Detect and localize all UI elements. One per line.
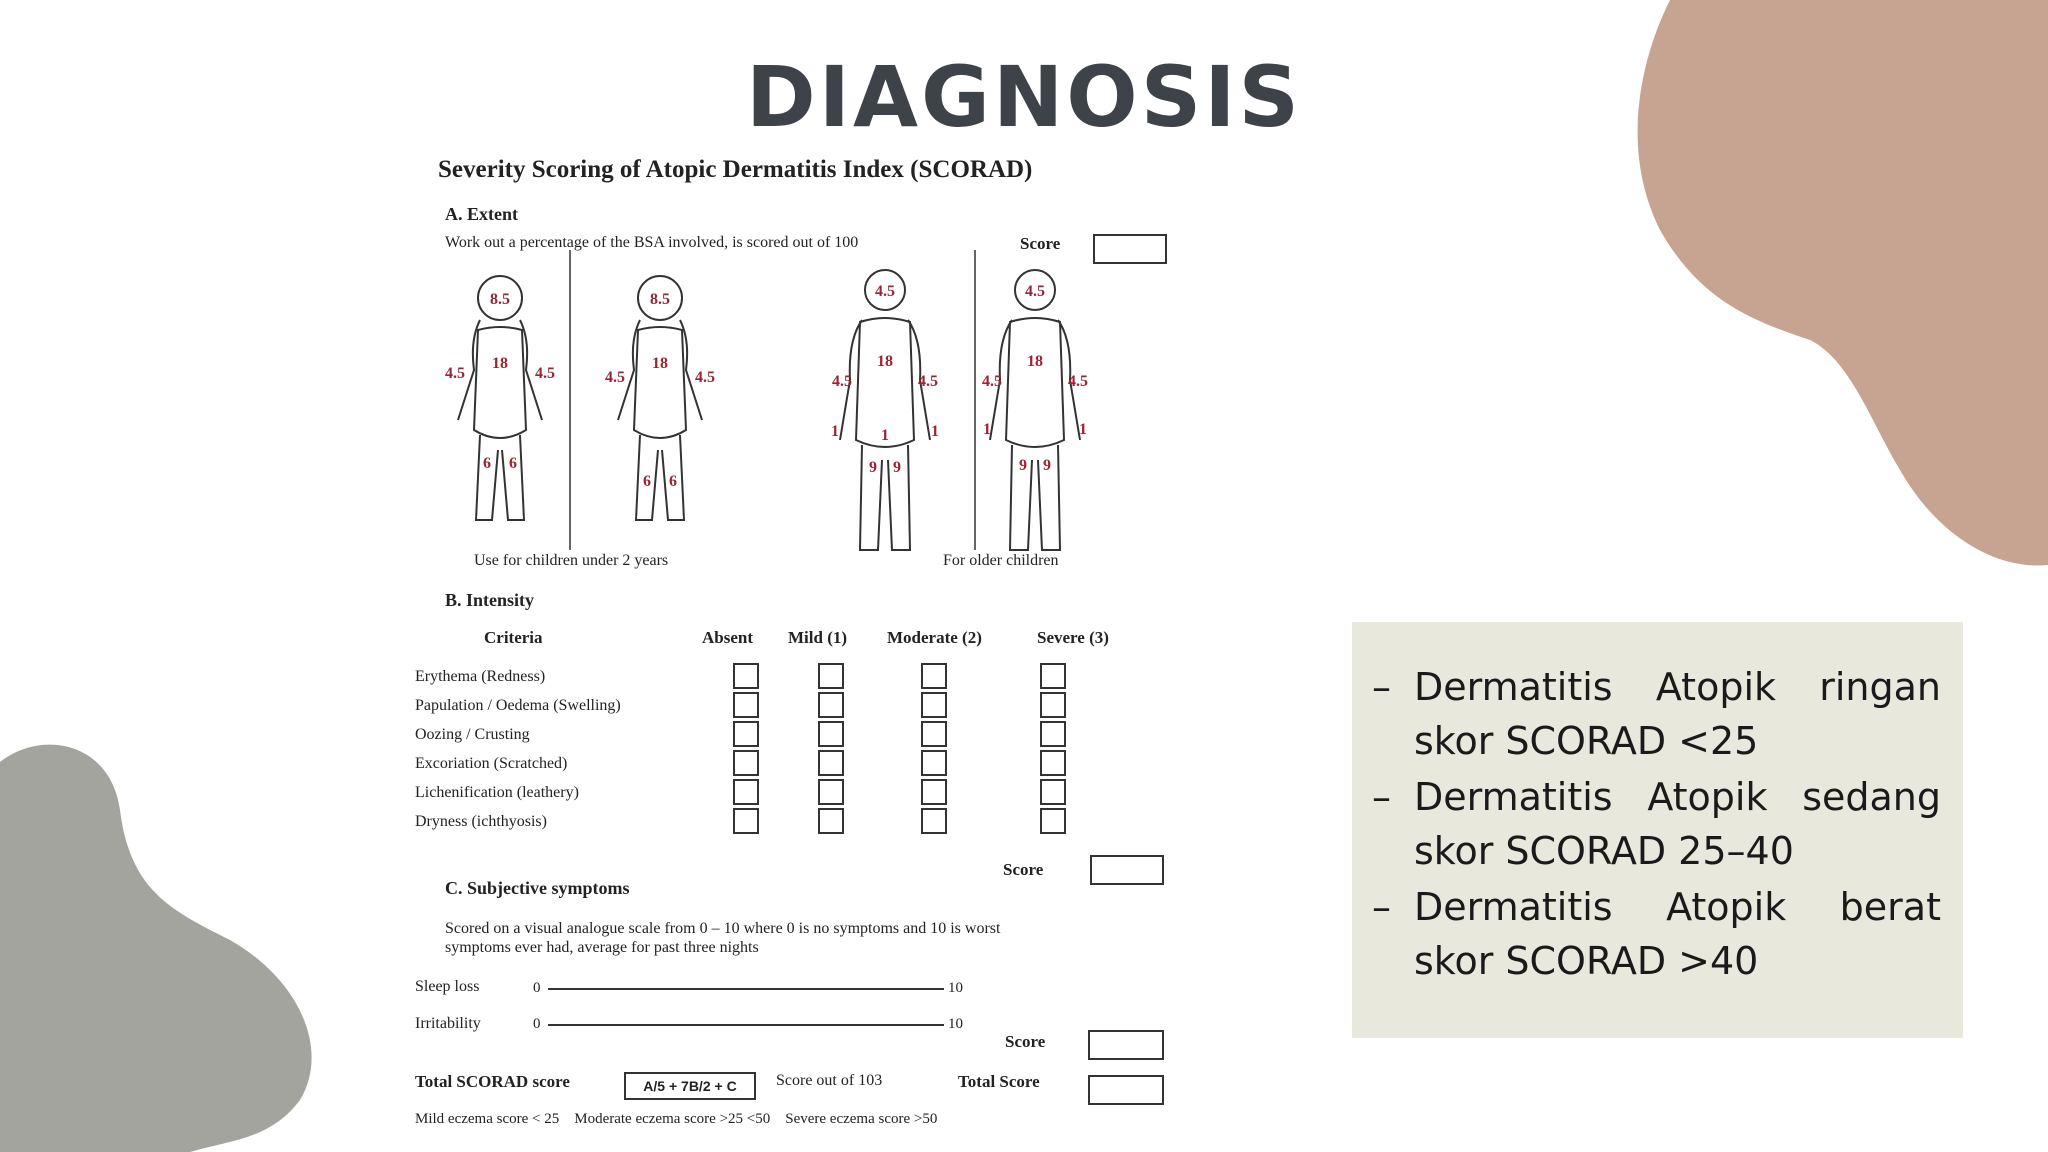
criteria-label: Oozing / Crusting [415,726,530,743]
subjective-description: symptoms ever had, average for past three nights [445,939,759,956]
region-value: 4.5 [1068,373,1088,390]
total-label: Total SCORAD score [415,1072,570,1091]
mild-checkbox[interactable] [818,663,844,689]
scorad-form [400,150,1180,1150]
criteria-label: Dryness (ichthyosis) [415,813,547,830]
criteria-label: Excoriation (Scratched) [415,755,568,772]
mild-checkbox[interactable] [818,692,844,718]
subjective-label: C. Subjective symptoms [445,878,630,898]
extent-instruction: Work out a percentage of the BSA involved, is scored out of 100 [445,234,859,251]
extent-label: A. Extent [445,204,518,224]
moderate-checkbox[interactable] [921,808,947,834]
region-value: 4.5 [445,365,465,382]
caption-older: For older children [943,552,1059,569]
total-score-label: Total Score [958,1072,1040,1091]
scale-min: 0 [533,1016,541,1032]
subjective-description: Scored on a visual analogue scale from 0 – 10 where 0 is no symptoms and 10 is worst [445,920,1001,937]
region-value: 9 [1043,457,1051,474]
item-line1: Dermatitis Atopik berat [1414,885,1941,929]
scale-max: 10 [948,1016,963,1032]
adult-back-figure [990,270,1080,550]
item-line2: skor SCORAD 25–40 [1414,829,1794,873]
mild-checkbox[interactable] [818,750,844,776]
total-formula: A/5 + 7B/2 + C [624,1072,756,1100]
criteria-label: Papulation / Oedema (Swelling) [415,697,621,714]
scale-label: Sleep loss [415,978,480,995]
absent-checkbox[interactable] [733,692,759,718]
region-value: 1 [1079,421,1087,438]
severe-checkbox[interactable] [1040,692,1066,718]
child-back-figure [618,276,702,520]
absent-checkbox[interactable] [733,808,759,834]
total-score-box[interactable] [1088,1075,1164,1105]
column-moderate: Moderate (2) [887,628,982,647]
absent-checkbox[interactable] [733,750,759,776]
region-value: 9 [893,459,901,476]
column-severe: Severe (3) [1037,628,1109,647]
region-value: 18 [652,355,668,372]
region-value: 6 [509,455,517,472]
severe-checkbox[interactable] [1040,721,1066,747]
region-value: 18 [1027,353,1043,370]
criteria-label: Lichenification (leathery) [415,784,579,801]
region-value: 4.5 [918,373,938,390]
region-value: 4.5 [605,369,625,386]
region-value: 18 [492,355,508,372]
severe-checkbox[interactable] [1040,779,1066,805]
region-value: 6 [643,473,651,490]
region-value: 4.5 [695,369,715,386]
mild-checkbox[interactable] [818,808,844,834]
region-value: 4.5 [982,373,1002,390]
absent-checkbox[interactable] [733,721,759,747]
child-front-figure [458,276,542,520]
slide-title: DIAGNOSIS [746,48,1302,146]
interpretation-item [1372,880,1941,988]
scorad-heading: Severity Scoring of Atopic Dermatitis Index (SCORAD) [438,156,1033,183]
item-line1: Dermatitis Atopik sedang [1414,775,1941,819]
mild-checkbox[interactable] [818,779,844,805]
mild-checkbox[interactable] [818,721,844,747]
item-line1: Dermatitis Atopik ringan [1414,665,1941,709]
interpretation-item [1372,660,1941,768]
moderate-checkbox[interactable] [921,779,947,805]
region-value: 8.5 [650,291,670,308]
body-figures [430,250,1150,670]
item-line2: skor SCORAD >40 [1414,939,1759,983]
scale-max: 10 [948,980,963,996]
region-value: 1 [931,423,939,440]
region-value: 6 [669,473,677,490]
adult-front-figure [840,270,930,550]
region-value: 6 [483,455,491,472]
subjective-score-box[interactable] [1088,1030,1164,1060]
item-line2: skor SCORAD <25 [1414,719,1759,763]
severity-legend: Mild eczema score < 25 Moderate eczema score >25 <50 Severe eczema score >50 [415,1111,938,1127]
extent-score-label: Score [1020,234,1061,253]
scale-label: Irritability [415,1015,481,1032]
region-value: 4.5 [832,373,852,390]
caption-children: Use for children under 2 years [474,552,669,569]
column-criteria: Criteria [484,628,543,647]
absent-checkbox[interactable] [733,779,759,805]
scale-min: 0 [533,980,541,996]
moderate-checkbox[interactable] [921,692,947,718]
region-value: 4.5 [1025,283,1045,300]
interpretation-panel [1352,622,1963,1038]
sleep-loss-slider[interactable] [548,988,944,990]
irritability-slider[interactable] [548,1024,944,1026]
absent-checkbox[interactable] [733,663,759,689]
moderate-checkbox[interactable] [921,750,947,776]
bottom-left-blob [0,720,330,1152]
severe-checkbox[interactable] [1040,663,1066,689]
interpretation-item [1372,770,1941,878]
region-value: 1 [983,421,991,438]
region-value: 4.5 [875,283,895,300]
region-value: 1 [831,423,839,440]
column-mild: Mild (1) [788,628,848,647]
subjective-score-label: Score [1005,1032,1046,1051]
intensity-score-label: Score [1003,860,1044,879]
item-dash: – [1372,885,1391,929]
region-value: 18 [877,353,893,370]
severe-checkbox[interactable] [1040,808,1066,834]
intensity-label: B. Intensity [445,590,535,610]
intensity-score-box[interactable] [1090,855,1164,885]
severe-checkbox[interactable] [1040,750,1066,776]
moderate-checkbox[interactable] [921,721,947,747]
region-value: 8.5 [490,291,510,308]
item-dash: – [1372,775,1391,819]
region-value: 4.5 [535,365,555,382]
region-value: 9 [869,459,877,476]
region-value: 1 [881,427,889,444]
moderate-checkbox[interactable] [921,663,947,689]
region-value: 9 [1019,457,1027,474]
column-absent: Absent [702,628,754,647]
item-dash: – [1372,665,1391,709]
total-out-of: Score out of 103 [776,1072,883,1089]
criteria-label: Erythema (Redness) [415,668,546,685]
